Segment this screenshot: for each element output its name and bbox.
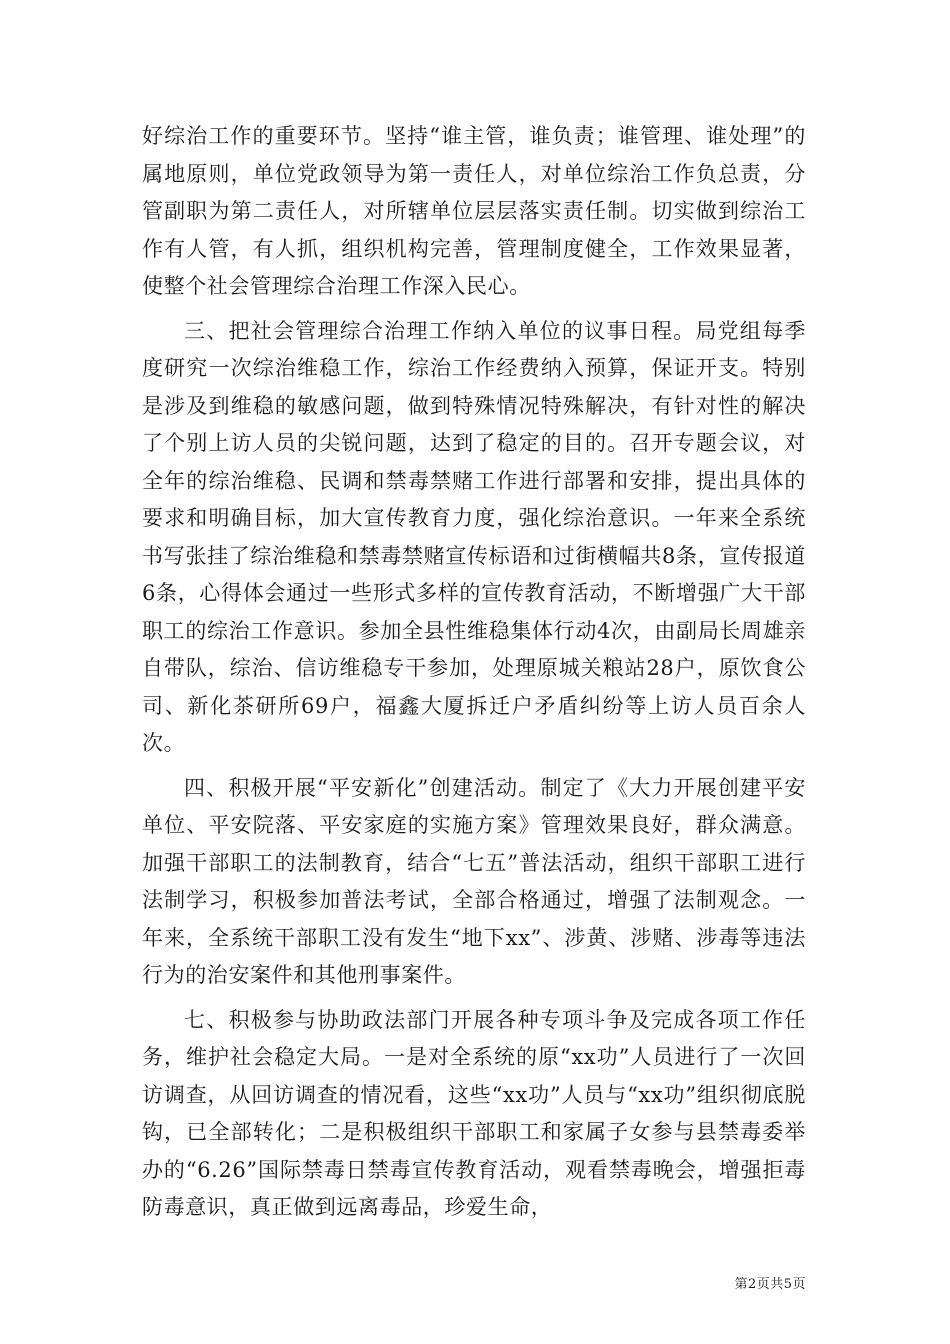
- page-number-footer: 第2页共5页: [734, 1277, 806, 1292]
- paragraph-continuation: 好综治工作的重要环节。坚持“谁主管，谁负责；谁管理、谁处理”的属地原则，单位党政领导为第一责任人，对单位综治工作负总责，分管副职为第二责任人，对所辖单位层层落实责任制。切实做到综治工作有人管，有人抓，组织机构完善，管理制度健全，工作效果显著，使整个社会管理综合治理工作深入民心。: [142, 124, 806, 298]
- paragraph-section-seven: 七、积极参与协助政法部门开展各种专项斗争及完成各项工作任务，维护社会稳定大局。一是对全系统的原“xx功”人员进行了一次回访调查，从回访调查的情况看，这些“xx功”人员与“xx功”组织彻底脱钩，已全部转化；二是积极组织干部职工和家属子女参与县禁毒委举办的“6.26”国际禁毒日禁毒宣传教育活动，观看禁毒晚会，增强拒毒防毒意识，真正做到远离毒品，珍爱生命，: [142, 1007, 806, 1219]
- document-body: [142, 118, 806, 1234]
- paragraph-section-three: 三、把社会管理综合治理工作纳入单位的议事日程。局党组每季度研究一次综治维稳工作，综治工作经费纳入预算，保证开支。特别是涉及到维稳的敏感问题，做到特殊情况特殊解决，有针对性的解决了个别上访人员的尖锐问题，达到了稳定的目的。召开专题会议，对全年的综治维稳、民调和禁毒禁赌工作进行部署和安排，提出具体的要求和明确目标，加大宣传教育力度，强化综治意识。一年来全系统书写张挂了综治维稳和禁毒禁赌宣传标语和过街横幅共8条，宣传报道6条，心得体会通过一些形式多样的宣传教育活动，不断增强广大干部职工的综治工作意识。参加全县性维稳集体行动4次，由副局长周雄亲自带队，综治、信访维稳专干参加，处理原城关粮站28户，原饮食公司、新化茶研所69户，福鑫大厦拆迁户矛盾纠纷等上访人员百余人次。: [142, 318, 806, 755]
- paragraph-section-four: 四、积极开展“平安新化”创建活动。制定了《大力开展创建平安单位、平安院落、平安家庭的实施方案》管理效果良好，群众满意。加强干部职工的法制教育，结合“七五”普法活动，组织干部职工进行法制学习，积极参加普法考试，全部合格通过，增强了法制观念。一年来，全系统干部职工没有发生“地下xx”、涉黄、涉赌、涉毒等违法行为的治安案件和其他刑事案件。: [142, 775, 806, 987]
